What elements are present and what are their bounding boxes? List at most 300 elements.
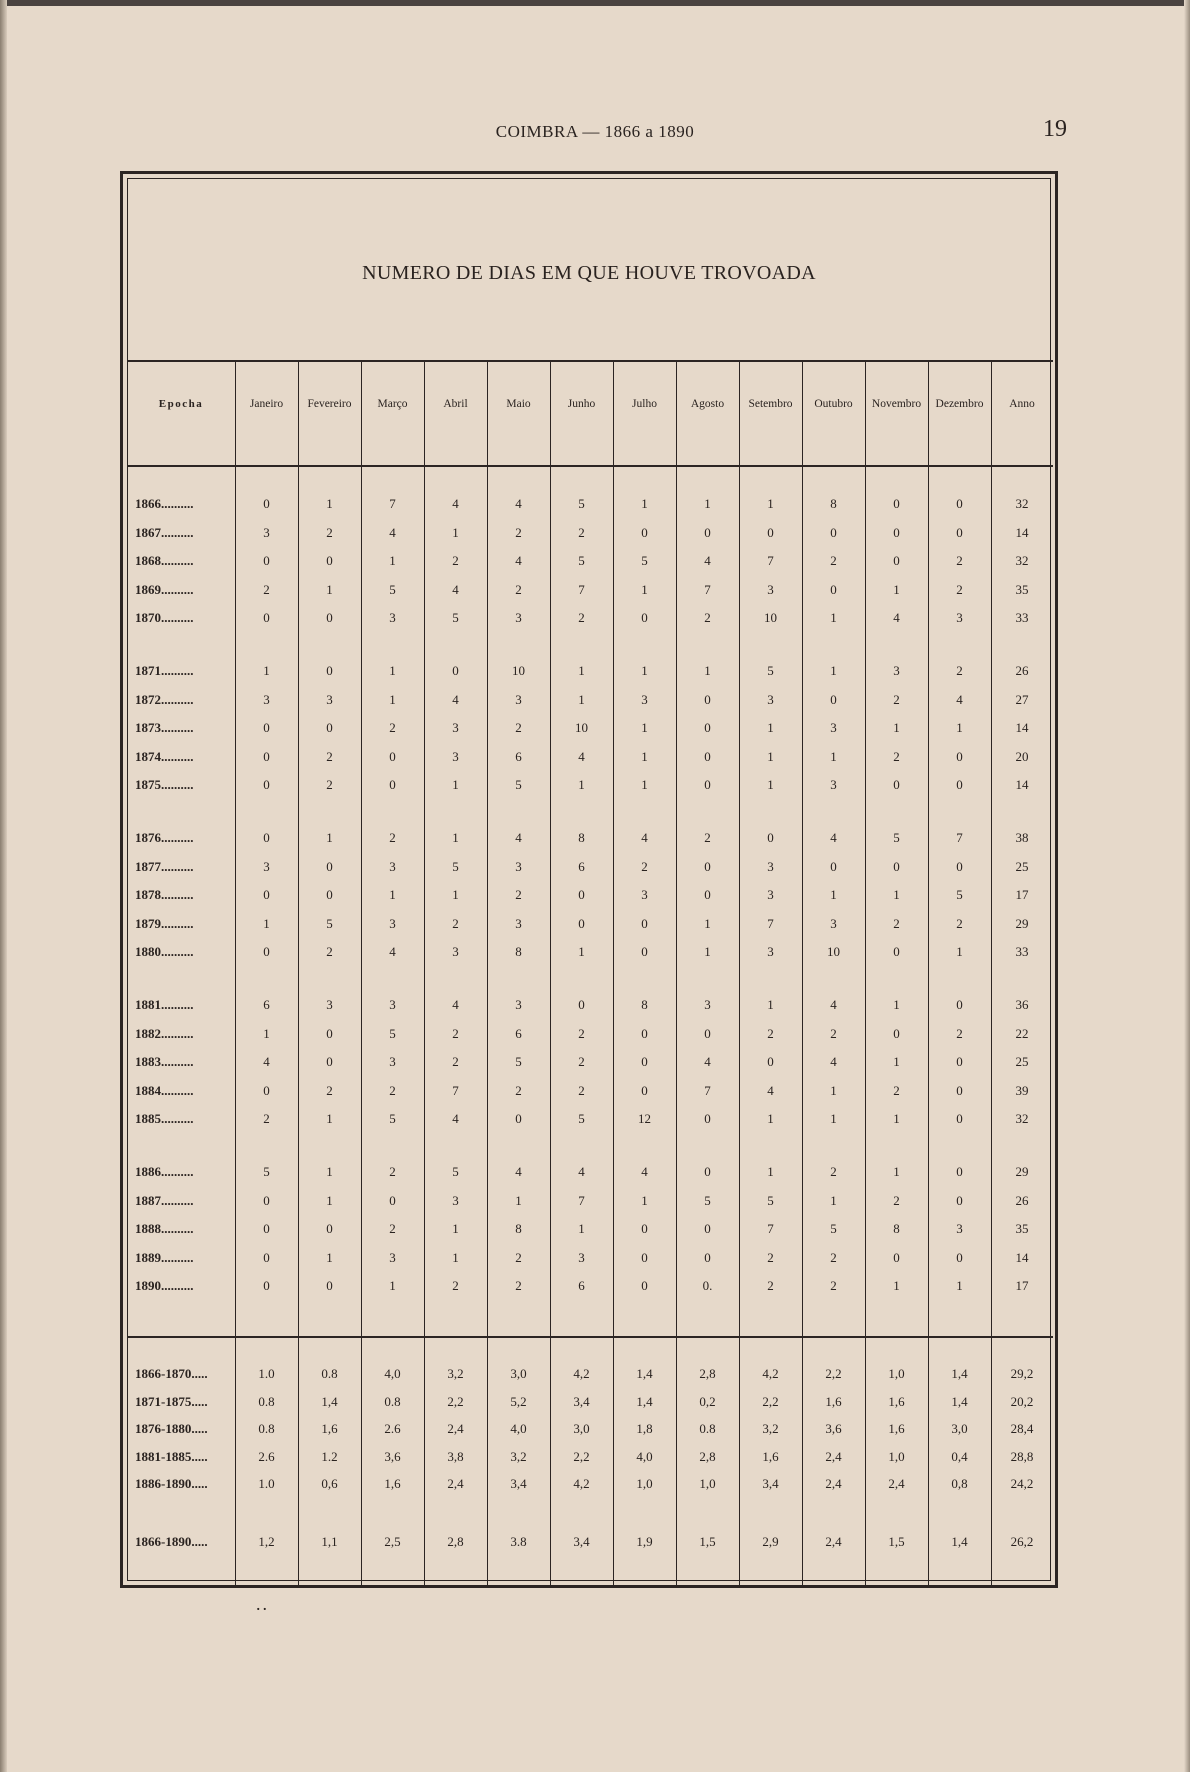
- year-row-value: 3: [578, 1249, 585, 1265]
- year-row-value: 0: [893, 858, 900, 874]
- year-row-value: 7: [767, 553, 774, 569]
- year-row-value: 0: [956, 1111, 963, 1127]
- year-row-value: 1: [830, 610, 837, 626]
- column-rule: [739, 362, 740, 1585]
- year-row-value: 1: [326, 1192, 333, 1208]
- year-row-value: 0: [263, 610, 270, 626]
- year-row-value: 3: [641, 691, 648, 707]
- year-row-value: 0: [830, 691, 837, 707]
- year-row-value: 2: [830, 1278, 837, 1294]
- period-mean-row-value: 4,2: [573, 1476, 590, 1491]
- year-row-value: 5: [767, 1192, 774, 1208]
- year-row-value: 4: [641, 830, 648, 845]
- year-row-value: 4: [452, 496, 459, 511]
- year-row-value: 0: [641, 1278, 648, 1294]
- period-mean-row-value: 0.8: [384, 1393, 401, 1409]
- year-row-value: 0: [578, 997, 585, 1012]
- year-row-value: 0: [704, 887, 711, 903]
- year-row-value: 0: [704, 691, 711, 707]
- year-row-value: 3: [641, 887, 648, 903]
- column-header: Anno: [1009, 398, 1035, 410]
- period-mean-row-value: 0,8: [951, 1476, 968, 1491]
- overall-mean-row-value: 2,5: [384, 1534, 401, 1549]
- period-mean-row-value: 1,6: [888, 1393, 905, 1409]
- year-row-value: 8: [641, 997, 648, 1012]
- year-row-label: 1878..........: [135, 887, 194, 903]
- year-row-value: 0: [326, 1278, 333, 1294]
- year-row-value: 4: [893, 610, 900, 626]
- year-row-value: 1: [704, 663, 711, 678]
- period-mean-row-value: 29,2: [1010, 1366, 1034, 1381]
- period-mean-row-value: 1,0: [888, 1366, 905, 1381]
- year-row-value: 14: [1015, 524, 1029, 540]
- year-row-value: 2: [893, 748, 900, 764]
- year-row-value: 5: [389, 1025, 396, 1041]
- year-row-value: 0: [326, 887, 333, 903]
- year-row-label: 1886..........: [135, 1164, 194, 1179]
- year-row-value: 2: [326, 748, 333, 764]
- year-row-value: 0: [641, 1082, 648, 1098]
- year-row-label: 1873..........: [135, 720, 194, 736]
- period-mean-row-value: 2,8: [699, 1366, 716, 1381]
- year-row-value: 3: [452, 944, 459, 960]
- year-row-value: 2: [767, 1249, 774, 1265]
- year-row-value: 7: [389, 496, 396, 511]
- period-mean-row-label: 1876-1880.....: [135, 1421, 208, 1436]
- year-row-value: 1: [389, 691, 396, 707]
- column-header: Outubro: [814, 398, 853, 410]
- year-row-value: 2: [704, 610, 711, 626]
- period-mean-row-value: 4,0: [384, 1366, 401, 1381]
- year-row-value: 0: [326, 610, 333, 626]
- header-rule: [127, 465, 1053, 467]
- period-mean-row-value: 0.8: [699, 1421, 716, 1436]
- year-row-value: 4: [452, 581, 459, 597]
- year-row-value: 2: [452, 1025, 459, 1041]
- period-mean-row-value: 3,4: [510, 1476, 527, 1491]
- period-mean-row-value: 2.6: [384, 1421, 401, 1436]
- year-row-value: 26: [1015, 663, 1029, 678]
- year-row-value: 0: [389, 748, 396, 764]
- year-row-value: 33: [1015, 944, 1029, 960]
- year-row-value: 3: [830, 720, 837, 736]
- year-row-value: 0: [830, 581, 837, 597]
- period-mean-row-value: 1.0: [258, 1366, 275, 1381]
- year-row-value: 0: [956, 858, 963, 874]
- year-row-value: 2: [704, 830, 711, 845]
- year-row-value: 3: [263, 524, 270, 540]
- year-row-label: 1868..........: [135, 553, 194, 569]
- year-row-value: 0: [263, 720, 270, 736]
- column-rule: [424, 362, 425, 1585]
- period-mean-row-value: 2,4: [825, 1476, 842, 1491]
- year-row-value: 2: [830, 1025, 837, 1041]
- year-row-value: 32: [1015, 496, 1029, 511]
- year-row-value: 1: [767, 748, 774, 764]
- year-row-value: 2: [389, 1082, 396, 1098]
- year-row-label: 1883..........: [135, 1054, 194, 1070]
- year-row-label: 1879..........: [135, 915, 194, 931]
- year-row-value: 0: [704, 1164, 711, 1179]
- period-mean-row-value: 2,2: [447, 1393, 464, 1409]
- year-row-value: 1: [893, 887, 900, 903]
- year-row-value: 4: [578, 1164, 585, 1179]
- period-mean-row-value: 2,8: [699, 1448, 716, 1464]
- period-mean-row-value: 4,0: [510, 1421, 527, 1436]
- year-row-value: 0: [956, 1164, 963, 1179]
- year-row-value: 8: [578, 830, 585, 845]
- year-row-value: 22: [1015, 1025, 1029, 1041]
- year-row-value: 1: [830, 1192, 837, 1208]
- period-mean-row-value: 3,6: [384, 1448, 401, 1464]
- year-row-value: 1: [830, 1111, 837, 1127]
- overall-mean-row-label: 1866-1890.....: [135, 1534, 208, 1549]
- year-row-label: 1890..........: [135, 1278, 194, 1294]
- year-row-value: 5: [704, 1192, 711, 1208]
- year-row-label: 1875..........: [135, 777, 194, 793]
- year-row-value: 5: [830, 1221, 837, 1237]
- year-row-value: 3: [389, 858, 396, 874]
- year-row-value: 5: [452, 610, 459, 626]
- year-row-value: 0: [263, 748, 270, 764]
- year-row-value: 1: [578, 777, 585, 793]
- year-row-value: 38: [1015, 830, 1029, 845]
- year-row-value: 2: [578, 1082, 585, 1098]
- year-row-value: 4: [452, 997, 459, 1012]
- year-row-value: 2: [389, 830, 396, 845]
- column-header: Epocha: [158, 398, 204, 410]
- period-mean-row-value: 3,2: [510, 1448, 527, 1464]
- year-row-value: 0: [641, 1025, 648, 1041]
- year-row-value: 0: [704, 1221, 711, 1237]
- year-row-value: 6: [515, 748, 522, 764]
- period-mean-row-value: 3,4: [573, 1393, 590, 1409]
- year-row-value: 3: [956, 1221, 963, 1237]
- year-row-value: 1: [893, 1278, 900, 1294]
- year-row-value: 0: [263, 1192, 270, 1208]
- year-row-value: 1: [893, 1111, 900, 1127]
- column-header: Dezembro: [935, 398, 984, 410]
- year-row-value: 5: [326, 915, 333, 931]
- year-row-value: 0: [641, 1054, 648, 1070]
- year-row-value: 2: [515, 581, 522, 597]
- year-row-value: 2: [956, 581, 963, 597]
- year-row-value: 2: [326, 944, 333, 960]
- year-row-label: 1867..........: [135, 524, 194, 540]
- period-mean-row-value: 4,2: [573, 1366, 590, 1381]
- year-row-value: 2: [263, 1111, 270, 1127]
- year-row-value: 4: [704, 1054, 711, 1070]
- year-row-value: 0: [956, 1192, 963, 1208]
- year-row-value: 1: [452, 1221, 459, 1237]
- year-row-value: 2: [389, 1164, 396, 1179]
- year-row-value: 5: [263, 1164, 270, 1179]
- year-row-value: 0: [326, 858, 333, 874]
- year-row-value: 1: [515, 1192, 522, 1208]
- year-row-value: 3: [893, 663, 900, 678]
- period-mean-row-value: 1,4: [951, 1393, 968, 1409]
- column-header: Novembro: [871, 398, 922, 410]
- year-row-value: 1: [326, 581, 333, 597]
- year-row-value: 25: [1015, 858, 1029, 874]
- table-frame: [120, 171, 1058, 1588]
- year-row-value: 1: [704, 496, 711, 511]
- year-row-value: 1: [326, 1249, 333, 1265]
- column-header: Fevereiro: [307, 398, 352, 410]
- year-row-value: 0: [956, 748, 963, 764]
- year-row-value: 10: [827, 944, 840, 960]
- year-row-value: 0: [704, 1025, 711, 1041]
- year-row-value: 3: [515, 858, 522, 874]
- column-rule: [865, 362, 866, 1585]
- period-mean-row-value: 2,4: [447, 1421, 464, 1436]
- year-row-value: 1: [263, 663, 270, 678]
- year-row-value: 7: [767, 1221, 774, 1237]
- year-row-value: 14: [1015, 720, 1029, 736]
- page-top-edge: [0, 0, 1190, 6]
- year-row-value: 3: [767, 944, 774, 960]
- page-number: 19: [1043, 116, 1067, 142]
- year-row-value: 27: [1015, 691, 1029, 707]
- column-header: Julho: [632, 398, 657, 410]
- year-row-value: 8: [893, 1221, 900, 1237]
- year-row-value: 1: [641, 720, 648, 736]
- year-row-value: 0: [326, 1025, 333, 1041]
- year-row-value: 14: [1015, 1249, 1029, 1265]
- year-row-value: 4: [452, 691, 459, 707]
- year-row-value: 35: [1015, 1221, 1029, 1237]
- year-row-value: 0: [830, 858, 837, 874]
- year-row-value: 4: [452, 1111, 459, 1127]
- year-row-value: 4: [830, 997, 837, 1012]
- period-mean-row-value: 1,4: [636, 1366, 653, 1381]
- period-mean-row-value: 4,0: [636, 1448, 653, 1464]
- year-row-label: 1885..........: [135, 1111, 194, 1127]
- year-row-value: 0: [767, 830, 774, 845]
- period-mean-row-label: 1886-1890.....: [135, 1476, 208, 1491]
- period-mean-row-value: 2,2: [762, 1393, 779, 1409]
- year-row-value: 0: [641, 944, 648, 960]
- year-row-label: 1882..........: [135, 1025, 194, 1041]
- year-row-value: 2: [830, 553, 837, 569]
- period-mean-row-value: 0.8: [258, 1421, 275, 1436]
- year-row-value: 0: [956, 1054, 963, 1070]
- period-mean-row-value: 3,2: [447, 1366, 464, 1381]
- year-row-value: 2: [893, 915, 900, 931]
- year-row-value: 3: [452, 720, 459, 736]
- year-row-value: 2: [956, 663, 963, 678]
- year-row-label: 1870..........: [135, 610, 194, 626]
- year-row-value: 3: [515, 915, 522, 931]
- year-row-value: 0: [515, 1111, 522, 1127]
- year-row-value: 1: [956, 1278, 963, 1294]
- year-row-value: 0: [389, 777, 396, 793]
- year-row-value: 1: [893, 581, 900, 597]
- year-row-value: 5: [956, 887, 963, 903]
- year-row-value: 0: [956, 997, 963, 1012]
- period-mean-row-value: 1.2: [321, 1448, 338, 1464]
- year-row-value: 1: [263, 915, 270, 931]
- year-row-value: 5: [578, 1111, 585, 1127]
- period-mean-row-value: 1,0: [636, 1476, 653, 1491]
- year-row-value: 1: [389, 553, 396, 569]
- year-row-value: 1: [641, 777, 648, 793]
- period-mean-row-label: 1866-1870.....: [135, 1366, 208, 1381]
- year-row-value: 5: [452, 1164, 459, 1179]
- year-row-value: 14: [1015, 777, 1029, 793]
- year-row-value: 3: [389, 610, 396, 626]
- year-row-value: 0: [263, 777, 270, 793]
- year-row-label: 1869..........: [135, 581, 194, 597]
- year-row-value: 3: [389, 1249, 396, 1265]
- period-mean-row-value: 1,0: [699, 1476, 716, 1491]
- year-row-value: 25: [1015, 1054, 1029, 1070]
- column-rule: [991, 362, 992, 1585]
- period-mean-row-value: 2,4: [447, 1476, 464, 1491]
- year-row-value: 3: [389, 1054, 396, 1070]
- year-row-value: 6: [578, 1278, 585, 1294]
- year-row-value: 0: [704, 524, 711, 540]
- year-row-value: 0: [956, 1082, 963, 1098]
- year-row-value: 4: [515, 1164, 522, 1179]
- year-row-value: 1: [767, 777, 774, 793]
- year-row-value: 3: [389, 997, 396, 1012]
- year-row-value: 2: [578, 610, 585, 626]
- year-row-value: 2: [515, 887, 522, 903]
- period-mean-row-value: 2,2: [825, 1366, 842, 1381]
- year-row-value: 0: [956, 1249, 963, 1265]
- year-row-value: 3: [830, 915, 837, 931]
- year-row-value: 4: [830, 830, 837, 845]
- year-row-value: 0: [893, 496, 900, 511]
- period-mean-row-value: 3,8: [447, 1448, 464, 1464]
- year-row-value: 2: [452, 1278, 459, 1294]
- year-row-value: 5: [452, 858, 459, 874]
- year-row-value: 3: [452, 1192, 459, 1208]
- year-row-value: 6: [263, 997, 270, 1012]
- year-row-value: 2: [515, 524, 522, 540]
- year-row-value: 4: [515, 496, 522, 511]
- year-row-value: 2: [578, 1025, 585, 1041]
- year-row-label: 1884..........: [135, 1082, 194, 1098]
- period-mean-row-value: 3,4: [762, 1476, 779, 1491]
- year-row-value: 0: [641, 1221, 648, 1237]
- year-row-label: 1871..........: [135, 663, 194, 678]
- year-row-value: 0: [263, 944, 270, 960]
- overall-mean-row-value: 1,5: [699, 1534, 716, 1549]
- year-row-value: 5: [767, 663, 774, 678]
- year-row-value: 1: [767, 1111, 774, 1127]
- year-row-value: 1: [893, 1164, 900, 1179]
- year-row-value: 2: [578, 524, 585, 540]
- year-row-label: 1887..........: [135, 1192, 194, 1208]
- year-row-value: 0: [956, 524, 963, 540]
- year-row-value: 0: [326, 1221, 333, 1237]
- year-row-value: 0: [263, 1249, 270, 1265]
- year-row-value: 1: [641, 663, 648, 678]
- year-row-value: 1: [956, 720, 963, 736]
- year-row-value: 2: [515, 1249, 522, 1265]
- year-row-value: 0: [641, 1249, 648, 1265]
- year-row-value: 0: [263, 1221, 270, 1237]
- year-row-value: 1: [641, 496, 648, 511]
- year-row-value: 0: [326, 720, 333, 736]
- book-gutter: [0, 0, 7, 1772]
- year-row-value: 2: [515, 720, 522, 736]
- year-row-value: 0: [263, 887, 270, 903]
- year-row-value: 2: [767, 1025, 774, 1041]
- year-row-value: 1: [326, 496, 333, 511]
- year-row-value: 17: [1015, 1278, 1029, 1294]
- year-row-value: 0: [893, 944, 900, 960]
- year-row-value: 2: [452, 553, 459, 569]
- column-rule: [361, 362, 362, 1585]
- overall-mean-row-value: 1,4: [951, 1534, 968, 1549]
- period-mean-row-value: 2,4: [825, 1448, 842, 1464]
- year-row-value: 3: [452, 748, 459, 764]
- year-row-value: 17: [1015, 887, 1029, 903]
- year-row-value: 0: [263, 830, 270, 845]
- year-row-value: 4: [704, 553, 711, 569]
- year-row-value: 0: [893, 1025, 900, 1041]
- year-row-value: 35: [1015, 581, 1029, 597]
- year-row-value: 1: [389, 663, 396, 678]
- year-row-value: 3: [515, 610, 522, 626]
- period-mean-row-value: 0,6: [321, 1476, 338, 1491]
- year-row-label: 1872..........: [135, 691, 194, 707]
- column-header: Maio: [506, 398, 531, 410]
- footer-marks: ..: [256, 1594, 269, 1614]
- period-mean-row-value: 3,0: [510, 1366, 527, 1381]
- year-row-value: 2: [830, 1249, 837, 1265]
- period-mean-row-label: 1881-1885.....: [135, 1448, 208, 1464]
- year-row-value: 8: [830, 496, 837, 511]
- year-row-value: 29: [1015, 915, 1029, 931]
- year-row-value: 10: [575, 720, 588, 736]
- year-row-value: 2: [263, 581, 270, 597]
- overall-mean-row-value: 3.8: [510, 1534, 527, 1549]
- year-row-value: 2: [956, 553, 963, 569]
- year-row-value: 4: [578, 748, 585, 764]
- year-row-label: 1889..........: [135, 1249, 194, 1265]
- year-row-value: 2: [326, 1082, 333, 1098]
- period-mean-row-value: 2,2: [573, 1448, 590, 1464]
- year-row-value: 7: [578, 1192, 585, 1208]
- year-row-value: 2: [389, 720, 396, 736]
- column-rule: [487, 362, 488, 1585]
- year-row-value: 0: [326, 663, 333, 678]
- column-rule: [550, 362, 551, 1585]
- year-row-value: 2: [767, 1278, 774, 1294]
- year-row-value: 4: [830, 1054, 837, 1070]
- year-row-value: 0: [326, 1054, 333, 1070]
- page-right-edge: [1184, 0, 1190, 1772]
- year-row-label: 1866..........: [135, 496, 194, 511]
- overall-mean-row-value: 3,4: [573, 1534, 590, 1549]
- year-row-value: 0: [704, 1111, 711, 1127]
- overall-mean-row-value: 1,9: [636, 1534, 653, 1549]
- year-row-value: 7: [578, 581, 585, 597]
- period-mean-row-value: 3,2: [762, 1421, 779, 1436]
- year-row-value: 1: [326, 830, 333, 845]
- year-row-value: 2: [452, 1054, 459, 1070]
- year-row-label: 1877..........: [135, 858, 194, 874]
- year-row-value: 1: [641, 1192, 648, 1208]
- period-mean-row-value: 0.8: [321, 1366, 338, 1381]
- year-row-value: 1: [326, 1111, 333, 1127]
- year-row-value: 10: [764, 610, 777, 626]
- year-row-value: 5: [515, 777, 522, 793]
